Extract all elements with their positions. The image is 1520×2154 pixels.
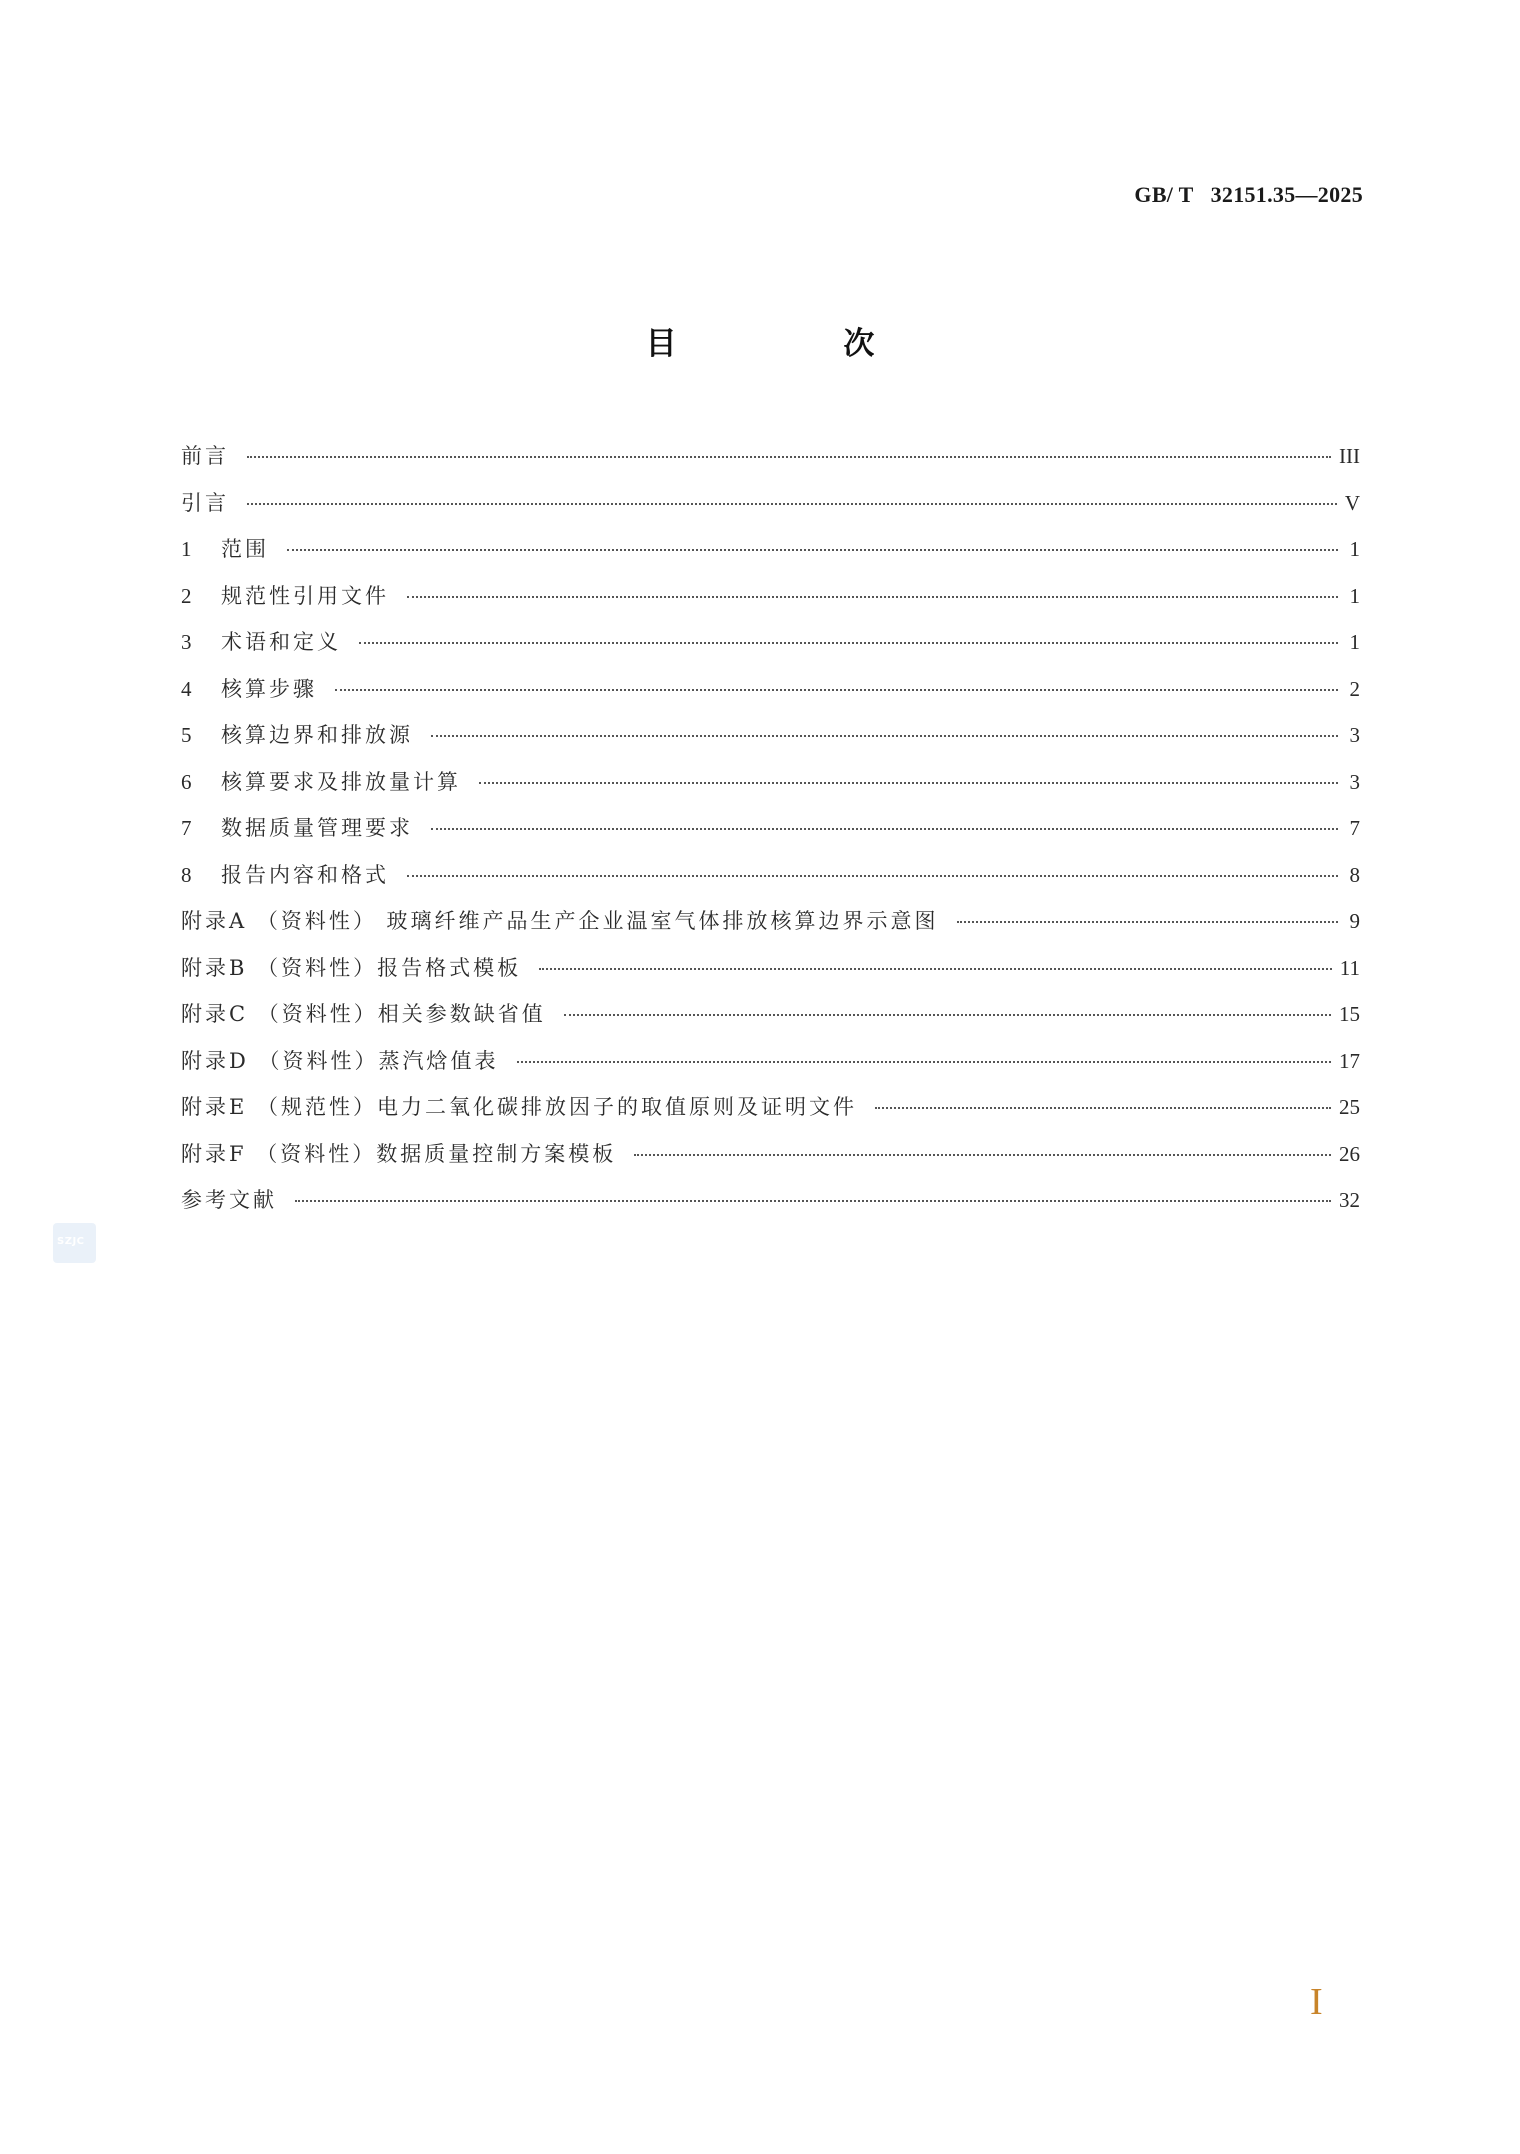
table-of-contents (181, 440, 1360, 1231)
toc-entry-page: 9 (1349, 909, 1360, 933)
dot-leader (407, 596, 1338, 598)
toc-entry-page: 32 (1339, 1188, 1360, 1212)
watermark-stamp-text: SZJC (57, 1236, 85, 1247)
toc-entry-page: 7 (1349, 816, 1360, 840)
toc-entry-number: 6 (181, 769, 192, 794)
standard-number: GB/ T 32151.35—2025 (1134, 182, 1363, 207)
toc-entry-page: 25 (1339, 1095, 1360, 1119)
dot-leader (634, 1154, 1331, 1156)
dot-leader (359, 642, 1338, 644)
dot-leader (431, 735, 1338, 737)
toc-entry-annex-e[interactable] (181, 1091, 1360, 1138)
toc-entry-number: 5 (181, 723, 192, 747)
toc-entry-label: 术语和定义 (221, 630, 341, 654)
toc-entry-page: 3 (1349, 769, 1360, 794)
toc-entry-page: 3 (1349, 723, 1360, 747)
toc-entry-annex-f[interactable] (181, 1138, 1360, 1185)
dot-leader (247, 503, 1337, 505)
toc-entry-page: 1 (1349, 630, 1360, 654)
toc-entry-page: 1 (1349, 583, 1360, 608)
dot-leader (957, 921, 1338, 923)
toc-entry-page: 11 (1339, 955, 1360, 980)
dot-leader (479, 782, 1338, 784)
toc-entry-annex-a[interactable] (181, 905, 1360, 952)
toc-entry-report-format[interactable] (181, 859, 1360, 906)
toc-entry-label: 附录D （资料性）蒸汽焓值表 (181, 1048, 499, 1073)
toc-entry-annex-b[interactable] (181, 952, 1360, 999)
toc-entry-page: 8 (1349, 862, 1360, 887)
toc-entry-data-quality[interactable] (181, 812, 1360, 859)
toc-entry-annex-c[interactable] (181, 998, 1360, 1045)
toc-entry-label: 附录F （资料性）数据质量控制方案模板 (181, 1141, 617, 1166)
toc-entry-label: 数据质量管理要求 (221, 816, 413, 840)
dot-leader (564, 1014, 1331, 1016)
toc-entry-label: 附录C （资料性）相关参数缺省值 (181, 1002, 546, 1026)
toc-entry-terms-definitions[interactable] (181, 626, 1360, 673)
toc-entry-requirements-calculation[interactable] (181, 766, 1360, 813)
toc-entry-page: 17 (1339, 1048, 1360, 1073)
toc-entry-label: 核算步骤 (221, 676, 317, 701)
toc-entry-number: 1 (181, 537, 192, 561)
toc-entry-label: 核算要求及排放量计算 (221, 769, 461, 794)
dot-leader (431, 828, 1338, 830)
page-title: 目 次 (645, 326, 953, 362)
toc-entry-label: 前言 (181, 444, 229, 468)
toc-entry-page: 26 (1339, 1141, 1360, 1166)
dot-leader (287, 549, 1338, 551)
toc-entry-page: 1 (1349, 537, 1360, 561)
toc-entry-label: 范围 (221, 537, 269, 561)
toc-entry-scope[interactable] (181, 533, 1360, 580)
toc-entry-normative-references[interactable] (181, 580, 1360, 627)
toc-entry-number: 4 (181, 676, 192, 701)
toc-entry-number: 2 (181, 583, 192, 608)
toc-entry-label: 引言 (181, 490, 229, 515)
dot-leader (407, 875, 1338, 877)
toc-entry-label: 附录B （资料性）报告格式模板 (181, 955, 522, 980)
dot-leader (295, 1200, 1331, 1202)
toc-entry-label: 参考文献 (181, 1188, 277, 1212)
toc-entry-page: 2 (1349, 676, 1360, 701)
dot-leader (517, 1061, 1331, 1063)
toc-entry-label: 报告内容和格式 (221, 862, 389, 887)
toc-entry-foreword[interactable] (181, 440, 1360, 487)
dot-leader (539, 968, 1332, 970)
toc-entry-page: V (1344, 490, 1360, 515)
toc-entry-bibliography[interactable] (181, 1184, 1360, 1231)
page-number: I (1310, 1981, 1323, 2023)
toc-entry-number: 7 (181, 816, 192, 840)
toc-entry-boundary-sources[interactable] (181, 719, 1360, 766)
toc-entry-label: 附录A （资料性） 玻璃纤维产品生产企业温室气体排放核算边界示意图 (181, 909, 939, 933)
dot-leader (247, 456, 1331, 458)
toc-entry-label: 附录E （规范性）电力二氧化碳排放因子的取值原则及证明文件 (181, 1095, 858, 1119)
toc-entry-page: III (1339, 444, 1360, 468)
toc-entry-introduction[interactable] (181, 487, 1360, 534)
toc-entry-number: 8 (181, 862, 192, 887)
toc-entry-page: 15 (1339, 1002, 1360, 1026)
toc-entry-annex-d[interactable] (181, 1045, 1360, 1092)
toc-entry-label: 核算边界和排放源 (221, 723, 413, 747)
dot-leader (335, 689, 1338, 691)
toc-entry-number: 3 (181, 630, 192, 654)
toc-entry-accounting-steps[interactable] (181, 673, 1360, 720)
toc-entry-label: 规范性引用文件 (221, 583, 389, 608)
dot-leader (875, 1107, 1331, 1109)
